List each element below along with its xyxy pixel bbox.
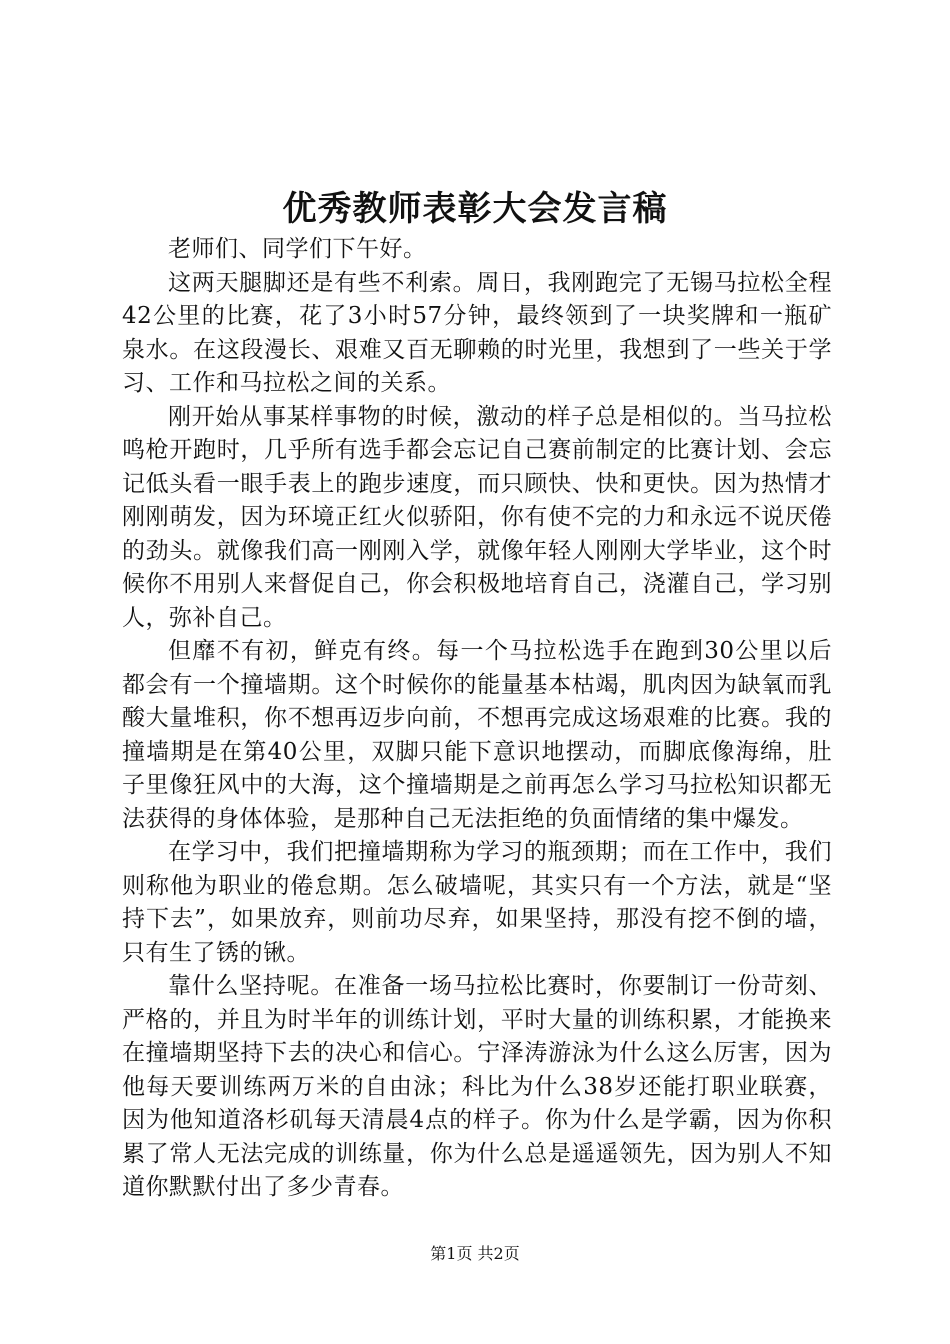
paragraph-hitting-the-wall: 但靡不有初，鲜克有终。每一个马拉松选手在跑到30公里以后都会有一个撞墙期。这个时候你的能量基本枯竭，肌肉因为缺氧而乳酸大量堆积，你不想再迈步向前，不想再完成这场艰难的比赛。我的撞墙期是在第40公里，双脚只能下意识地摆动，而脚底像海绵，肚子里像狂风中的大海，这个撞墙期是之前再怎么学习马拉松知识都无法获得的身体体验，是那种自己无法拒绝的负面情绪的集中爆发。	[122, 638, 832, 832]
paragraph-beginning-enthusiasm: 刚开始从事某样事物的时候，激动的样子总是相似的。当马拉松鸣枪开跑时，几乎所有选手都会忘记自己赛前制定的比赛计划、会忘记低头看一眼手表上的跑步速度，而只顾快、快和更快。因为热情才刚刚萌发，因为环境正红火似骄阳，你有使不完的力和永远不说厌倦的劲头。就像我们高一刚刚入学，就像年轻人刚刚大学毕业，这个时候你不用别人来督促自己，你会积极地培育自己，浇灌自己，学习别人，弥补自己。	[122, 403, 832, 631]
paragraph-breaking-through: 在学习中，我们把撞墙期称为学习的瓶颈期；而在工作中，我们则称他为职业的倦怠期。怎么破墙呢，其实只有一个方法，就是“坚持下去”，如果放弃，则前功尽弃，如果坚持，那没有挖不倒的墙，只有生了锈的锹。	[122, 839, 832, 966]
document-title: 优秀教师表彰大会发言稿	[282, 189, 668, 229]
paragraph-marathon-intro: 这两天腿脚还是有些不利索。周日，我刚跑完了无锡马拉松全程42公里的比赛，花了3小时57分钟，最终领到了一块奖牌和一瓶矿泉水。在这段漫长、艰难又百无聊赖的时光里，我想到了一些关于学习、工作和马拉松之间的关系。	[122, 269, 832, 396]
paragraph-greeting: 老师们、同学们下午好。	[168, 236, 427, 262]
page-footer: 第1页 共2页	[430, 1244, 520, 1263]
paragraph-persistence: 靠什么坚持呢。在准备一场马拉松比赛时，你要制订一份苛刻、严格的，并且为时半年的训练计划，平时大量的训练积累，才能换来在撞墙期坚持下去的决心和信心。宁泽涛游泳为什么这么厉害，因为他每天要训练两万米的自由泳；科比为什么38岁还能打职业联赛，因为他知道洛杉矶每天清晨4点的样子。你为什么是学霸，因为你积累了常人无法完成的训练量，你为什么总是遥遥领先，因为别人不知道你默默付出了多少青春。	[122, 973, 832, 1200]
document-body	[122, 233, 832, 1205]
